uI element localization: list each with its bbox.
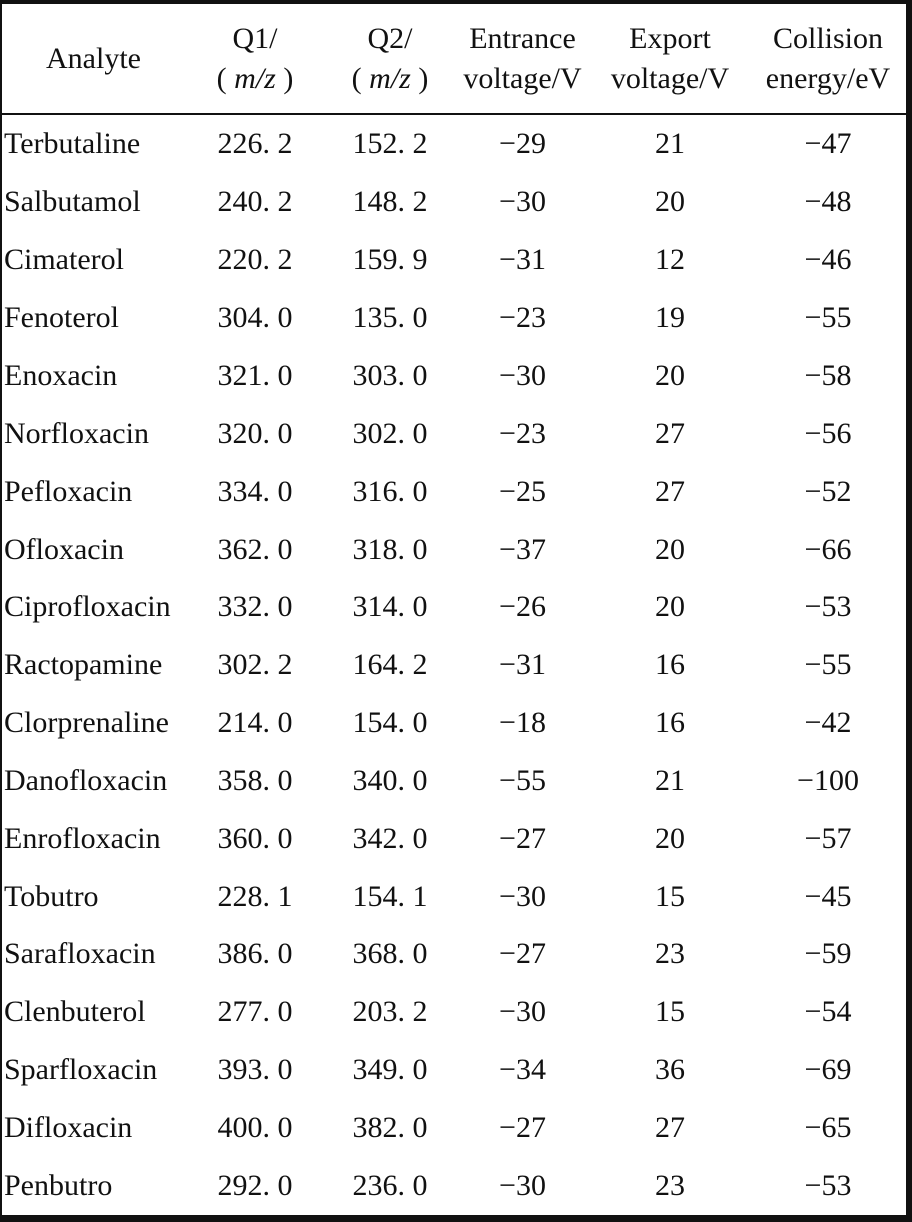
q1-cell: 214. 0 — [217, 706, 293, 740]
table-row — [2, 289, 906, 347]
q2-cell: 154. 1 — [352, 879, 428, 913]
entrance-cell: −18 — [499, 706, 546, 740]
table-row — [2, 463, 906, 521]
table-row — [2, 578, 906, 636]
table-row — [2, 983, 906, 1041]
export-cell: 23 — [655, 937, 685, 971]
entrance-cell: −31 — [499, 648, 546, 682]
entrance-cell: −26 — [499, 590, 546, 624]
q2-cell: 236. 0 — [352, 1168, 428, 1202]
analyte-cell: Ractopamine — [4, 648, 163, 682]
q2-cell: 318. 0 — [352, 532, 428, 566]
header-q1-line1: Q1/ — [232, 21, 278, 55]
export-cell: 21 — [655, 127, 685, 161]
export-cell: 20 — [655, 359, 685, 392]
table-row — [2, 521, 906, 579]
export-cell: 15 — [655, 995, 685, 1029]
q1-cell: 386. 0 — [217, 937, 293, 971]
header-q1 — [185, 4, 325, 114]
header-q2-mz: m/z — [369, 61, 411, 95]
q2-cell: 164. 2 — [352, 648, 428, 682]
entrance-cell: −30 — [499, 995, 546, 1029]
collision-cell: −65 — [804, 1110, 852, 1144]
q2-cell: 203. 2 — [352, 995, 428, 1029]
q1-cell: 220. 2 — [217, 243, 293, 277]
header-export-line2: voltage/V — [610, 61, 730, 95]
export-cell: 27 — [655, 474, 685, 508]
table-row — [2, 694, 906, 752]
q1-cell: 320. 0 — [217, 416, 293, 450]
collision-cell: −55 — [804, 648, 852, 682]
collision-cell: −52 — [804, 474, 852, 508]
analyte-cell: Clorprenaline — [4, 706, 169, 740]
table-row — [2, 810, 906, 868]
table-row — [2, 1099, 906, 1157]
header-q2-line2 — [325, 59, 455, 99]
analyte-cell: Penbutro — [4, 1168, 113, 1202]
entrance-cell: −27 — [499, 1110, 546, 1144]
entrance-cell: −23 — [499, 416, 546, 450]
table-row — [2, 868, 906, 926]
q2-cell: 316. 0 — [352, 474, 428, 508]
q2-cell: 152. 2 — [352, 127, 428, 161]
entrance-cell: −27 — [499, 821, 546, 855]
entrance-cell: −29 — [499, 127, 546, 161]
q1-cell: 334. 0 — [217, 474, 293, 508]
q2-cell: 314. 0 — [352, 590, 428, 624]
collision-cell: −45 — [804, 879, 852, 913]
table-row — [2, 926, 906, 984]
header-q2 — [325, 4, 455, 114]
table-row — [2, 636, 906, 694]
collision-cell: −54 — [804, 995, 852, 1029]
collision-cell: −47 — [804, 127, 852, 161]
entrance-cell: −23 — [499, 301, 546, 335]
export-cell: 19 — [655, 301, 685, 335]
export-cell: 20 — [655, 590, 685, 624]
analyte-cell: Sparfloxacin — [4, 1053, 158, 1087]
q2-cell: 368. 0 — [352, 937, 428, 971]
q1-cell: 332. 0 — [217, 590, 293, 624]
q2-cell: 382. 0 — [352, 1110, 428, 1144]
header-collision-energy — [750, 4, 906, 114]
export-cell: 27 — [655, 416, 685, 450]
analyte-cell: Ciprofloxacin — [4, 590, 171, 624]
collision-cell: −57 — [804, 821, 852, 855]
q2-cell: 302. 0 — [352, 416, 428, 450]
header-entrance-voltage — [455, 4, 590, 114]
table-row — [2, 1157, 906, 1215]
q2-cell: 303. 0 — [352, 359, 428, 392]
q1-cell: 226. 2 — [217, 127, 293, 161]
table-row — [2, 114, 906, 174]
analyte-cell: Ofloxacin — [4, 532, 124, 566]
entrance-cell: −34 — [499, 1053, 546, 1087]
collision-cell: −100 — [797, 763, 859, 797]
collision-cell: −59 — [804, 937, 852, 971]
table-header — [2, 4, 906, 114]
export-cell: 36 — [655, 1053, 685, 1087]
header-q2-paren-open: ( — [351, 61, 370, 95]
q2-cell: 349. 0 — [352, 1053, 428, 1087]
entrance-cell: −30 — [499, 1168, 546, 1202]
table-row — [2, 1041, 906, 1099]
header-q2-line1: Q2/ — [367, 21, 413, 55]
export-cell: 20 — [655, 532, 685, 566]
analyte-cell: Clenbuterol — [4, 995, 146, 1029]
collision-cell: −66 — [804, 532, 852, 566]
table-row — [2, 405, 906, 463]
table-row — [2, 231, 906, 289]
header-export-voltage — [590, 4, 750, 114]
analyte-cell: Norfloxacin — [4, 416, 149, 450]
analyte-cell: Fenoterol — [4, 301, 119, 335]
export-cell: 23 — [655, 1168, 685, 1202]
header-export-line1: Export — [629, 21, 711, 55]
export-cell: 20 — [655, 185, 685, 219]
header-q1-mz: m/z — [234, 61, 276, 95]
q1-cell: 277. 0 — [217, 995, 293, 1029]
table-row — [2, 347, 906, 405]
analyte-cell: Tobutro — [4, 879, 99, 913]
header-q1-line2 — [185, 59, 325, 99]
header-collision-line2: energy/eV — [765, 61, 891, 95]
q1-cell: 362. 0 — [217, 532, 293, 566]
analyte-cell: Cimaterol — [4, 243, 124, 277]
q2-cell: 340. 0 — [352, 763, 428, 797]
collision-cell: −53 — [804, 1168, 852, 1202]
analyte-cell: Salbutamol — [4, 185, 141, 219]
header-entrance-line1: Entrance — [469, 21, 576, 55]
collision-cell: −69 — [804, 1053, 852, 1087]
entrance-cell: −25 — [499, 474, 546, 508]
header-q2-paren-close: ) — [410, 61, 429, 95]
entrance-cell: −27 — [499, 937, 546, 971]
analyte-cell: Enrofloxacin — [4, 821, 161, 855]
q1-cell: 360. 0 — [217, 821, 293, 855]
analyte-cell: Enoxacin — [4, 359, 118, 392]
export-cell: 16 — [655, 648, 685, 682]
collision-cell: −56 — [804, 416, 852, 450]
header-row — [2, 4, 906, 114]
entrance-cell: −30 — [499, 879, 546, 913]
q2-cell: 154. 0 — [352, 706, 428, 740]
table-row — [2, 752, 906, 810]
analyte-cell: Terbutaline — [4, 127, 141, 161]
collision-cell: −42 — [804, 706, 852, 740]
analyte-cell: Sarafloxacin — [4, 937, 156, 971]
export-cell: 20 — [655, 821, 685, 855]
entrance-cell: −30 — [499, 359, 546, 392]
q1-cell: 321. 0 — [217, 359, 293, 392]
q1-cell: 304. 0 — [217, 301, 293, 335]
export-cell: 15 — [655, 879, 685, 913]
q1-cell: 240. 2 — [217, 185, 293, 219]
table-row — [2, 174, 906, 232]
ms-parameters-table — [2, 4, 906, 1215]
entrance-cell: −31 — [499, 243, 546, 277]
header-q1-paren-open: ( — [216, 61, 235, 95]
q2-cell: 342. 0 — [352, 821, 428, 855]
q1-cell: 358. 0 — [217, 763, 293, 797]
header-entrance-line2: voltage/V — [463, 61, 582, 95]
entrance-cell: −37 — [499, 532, 546, 566]
q2-cell: 135. 0 — [352, 301, 428, 335]
analyte-cell: Difloxacin — [4, 1110, 133, 1144]
collision-cell: −53 — [804, 590, 852, 624]
q2-cell: 148. 2 — [352, 185, 428, 219]
table-body — [2, 114, 906, 1215]
q1-cell: 400. 0 — [217, 1110, 293, 1144]
header-analyte-label: Analyte — [46, 41, 141, 75]
export-cell: 27 — [655, 1110, 685, 1144]
analyte-cell: Danofloxacin — [4, 763, 168, 797]
analyte-cell: Pefloxacin — [4, 474, 133, 508]
header-collision-line1: Collision — [772, 21, 884, 55]
collision-cell: −46 — [804, 243, 852, 277]
collision-cell: −55 — [804, 301, 852, 335]
collision-cell: −48 — [804, 185, 852, 219]
entrance-cell: −30 — [499, 185, 546, 219]
export-cell: 12 — [655, 243, 685, 277]
export-cell: 16 — [655, 706, 685, 740]
q1-cell: 302. 2 — [217, 648, 293, 682]
header-analyte — [2, 4, 185, 114]
q2-cell: 159. 9 — [352, 243, 428, 277]
q1-cell: 393. 0 — [217, 1053, 293, 1087]
entrance-cell: −55 — [499, 763, 546, 797]
q1-cell: 228. 1 — [217, 879, 293, 913]
q1-cell: 292. 0 — [217, 1168, 293, 1202]
collision-cell: −58 — [804, 359, 852, 392]
export-cell: 21 — [655, 763, 685, 797]
header-q1-paren-close: ) — [275, 61, 294, 95]
